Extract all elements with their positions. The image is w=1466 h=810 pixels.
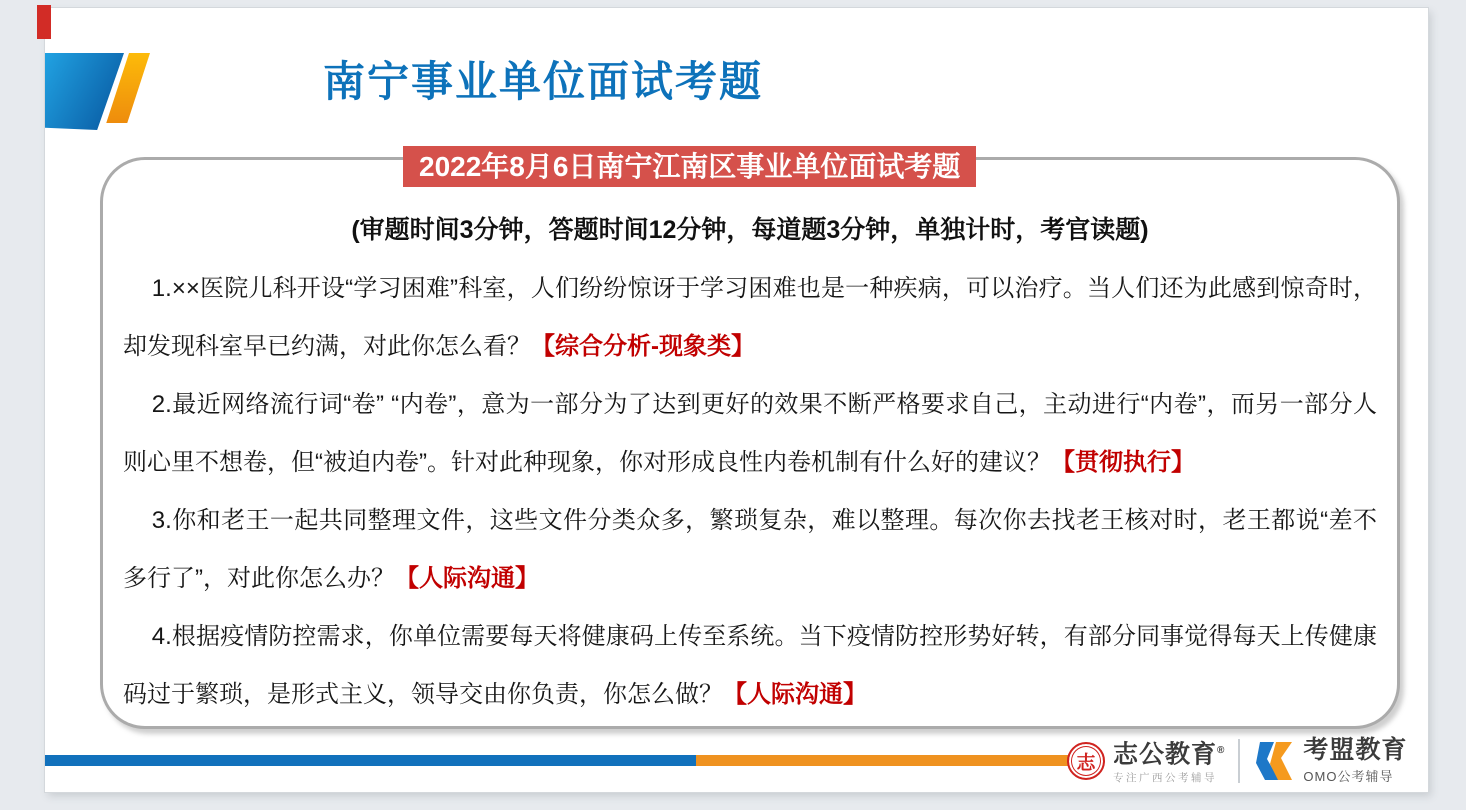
kaomeng-tagline: OMO公考辅导 [1303,769,1394,784]
question-item [123,260,1377,376]
slide-title: 南宁事业单位面试考题 [323,58,764,105]
footer-bar-blue [45,755,696,766]
questions-panel [100,157,1400,729]
footer-bar-orange [696,755,1084,766]
question-text: 4.根据疫情防控需求，你单位需要每天将健康码上传至系统。当下疫情防控形势好转，有部分同事觉得每天上传健康码过于繁琐，是形式主义，领导交由你负责，你怎么做？ [123,623,1377,708]
question-category-tag: 【人际沟通】 [395,565,539,592]
question-item [123,376,1377,492]
slide-canvas [45,8,1428,792]
kaomeng-name: 考盟教育 [1303,736,1408,764]
zhigong-name [1113,737,1225,768]
registered-mark-icon: ® [1217,744,1226,756]
logo-divider [1238,739,1240,783]
question-item [123,608,1377,724]
zhigong-name-text: 志公教育 [1113,740,1218,769]
question-text: 1.××医院儿科开设“学习困难”科室，人们纷纷惊讶于学习困难也是一种疾病，可以治疗。当人们还为此感到惊奇时，却发现科室早已约满，对此你怎么看？ [123,275,1377,360]
zhigong-logo [1113,737,1225,785]
question-text: 2.最近网络流行词“卷” “内卷”，意为一部分为了达到更好的效果不断严格要求自己，主动进行“内卷”，而另一部分人则心里不想卷，但“被迫内卷”。针对此种现象，你对形成良性内卷机制有什么好的建议？ [123,391,1377,476]
question-category-tag: 【人际沟通】 [723,681,867,708]
slide-corner-marker [37,5,51,39]
footer-logos [1067,732,1423,790]
kaomeng-logo [1303,737,1407,785]
date-banner: 2022年8月6日南宁江南区事业单位面试考题 [403,146,976,187]
zhigong-seal-char: 志 [1076,752,1096,774]
zhigong-seal-icon [1067,742,1105,780]
timing-note: (审题时间3分钟，答题时间12分钟，每道题3分钟，单独计时，考官读题) [351,216,1149,244]
zhigong-tagline: 专注广西公考辅导 [1113,772,1217,785]
kaomeng-logo-icon [1253,739,1295,783]
question-category-tag: 【贯彻执行】 [1050,449,1195,476]
question-list [123,260,1377,724]
questions-panel-content [103,160,1397,726]
question-item [123,492,1377,608]
question-text: 3.你和老王一起共同整理文件，这些文件分类众多，繁琐复杂，难以整理。每次你去找老王核对时，老王都说“差不多行了”，对此你怎么办？ [123,507,1377,592]
question-category-tag: 【综合分析-现象类】 [531,333,755,360]
